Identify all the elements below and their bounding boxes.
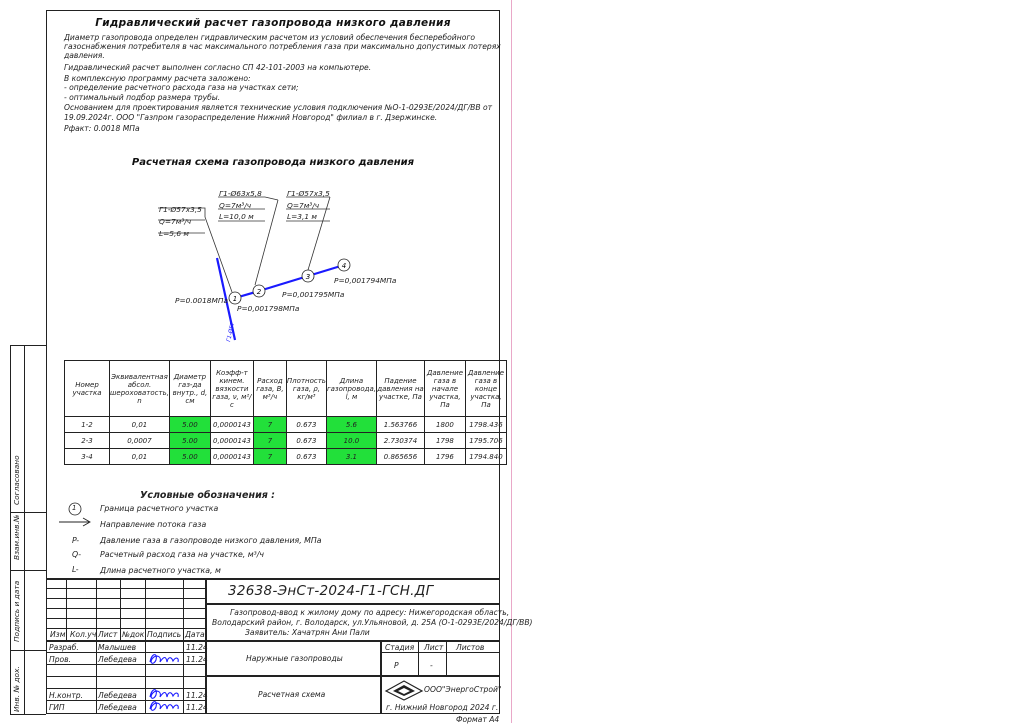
- scheme-title: Расчетная схема газопровода низкого давления: [131, 157, 415, 168]
- table-cell: 0,01: [110, 449, 170, 465]
- table-cell: 0,0000143: [210, 449, 253, 465]
- intro-line: Гидравлический расчет выполнен согласно СП 42-101-2003 на компьютере.: [64, 63, 372, 72]
- table-cell: 0.673: [286, 433, 326, 449]
- table-header: Расход газа, В, м³/ч: [253, 361, 286, 417]
- intro-line: 19.09.2024г. ООО "Газпром газораспределение Нижний Новгород" филиал в г. Дзержинске.: [64, 113, 438, 122]
- table-cell: 5.00: [169, 433, 210, 449]
- table-cell: 10.0: [326, 433, 376, 449]
- table-cell: 5.6: [326, 417, 376, 433]
- sheet-format: Формат А4: [456, 715, 500, 724]
- node-1-label: 1: [232, 295, 238, 303]
- col-head-qty: Кол.уч: [70, 630, 97, 639]
- city-year: г. Нижний Новгород 2024 г.: [386, 703, 499, 712]
- col-head-sign: Подпись: [147, 630, 182, 639]
- table-cell: 7: [253, 433, 286, 449]
- company-logo-icon: [384, 679, 424, 701]
- table-cell: 5.00: [169, 449, 210, 465]
- table-cell: 0.865656: [376, 449, 424, 465]
- legend-node-number: 1: [72, 504, 77, 512]
- object-address: Газопровод-ввод к жилому дому по адресу: Нижегородская область,: [230, 608, 510, 617]
- table-cell: 1800: [424, 417, 465, 433]
- person-name: Лебедева: [98, 655, 137, 664]
- table-cell: 1798: [424, 433, 465, 449]
- intro-line: В комплексную программу расчета заложено:: [64, 74, 251, 83]
- table-cell: 1-2: [65, 417, 110, 433]
- pressure-label: P=0,001794МПа: [334, 276, 397, 285]
- col-head-sheet: Лист: [98, 630, 118, 639]
- node-3-label: 3: [305, 273, 311, 281]
- pipe-segment-2-3: [259, 276, 308, 291]
- legend-item-text: Длина расчетного участка, м: [100, 566, 221, 575]
- table-row: [65, 417, 507, 433]
- intro-line: Диаметр газопровода определен гидравлическим расчетом из условий обеспечения бесперебойного: [64, 33, 475, 42]
- stage-value: Р: [394, 661, 399, 670]
- signature: [146, 697, 182, 715]
- table-header: Диаметр газ-да внутр., d, см: [169, 361, 210, 417]
- node-2-label: 2: [256, 288, 262, 296]
- sheet-value: -: [430, 661, 433, 670]
- role-label: Н.контр.: [49, 691, 83, 700]
- table-cell: 2.730374: [376, 433, 424, 449]
- company-name: ООО"ЭнергоСтрой": [424, 685, 502, 694]
- table-header: Плотность газа, ρ, кг/м³: [286, 361, 326, 417]
- role-label: ГИП: [49, 703, 65, 712]
- table-header: Коэфф-т кинем. вязкости газа, ν, м²/с: [210, 361, 253, 417]
- flow-arrow-icon: [58, 517, 92, 527]
- table-row: [65, 433, 507, 449]
- side-inv-number: Инв. № дох.: [12, 666, 21, 712]
- person-name: Лебедева: [98, 703, 137, 712]
- intro-line: Рфакт: 0.0018 МПа: [64, 124, 140, 133]
- table-header: Эквивалентная абсол. шероховатость, n: [110, 361, 170, 417]
- label-c-line: Q=7м³/ч: [287, 201, 320, 210]
- table-header: Давление газа в конце участка, Па: [465, 361, 506, 417]
- legend-item-text: Давление газа в газопроводе низкого давления, МПа: [100, 536, 322, 545]
- table-cell: 5.00: [169, 417, 210, 433]
- pressure-label: P=0,001798МПа: [237, 304, 300, 313]
- table-cell: 1796: [424, 449, 465, 465]
- leader-line: [255, 200, 278, 285]
- table-header: Длина газопровода, l, м: [326, 361, 376, 417]
- intro-line: Основанием для проектирования является технические условия подключения №О-1-0293Е/2024/ДГ/ВВ от: [64, 103, 493, 112]
- col-head-docno: №док: [122, 630, 145, 639]
- role-label: Пров.: [49, 655, 72, 664]
- role-label: Разраб.: [49, 643, 79, 652]
- label-b-line: L=10,0 м: [219, 212, 254, 221]
- object-address: Заявитель: Хачатрян Ани Пали: [245, 628, 370, 637]
- table-cell: 0,0000143: [210, 433, 253, 449]
- person-name: Лебедева: [98, 691, 137, 700]
- node-4-label: 4: [341, 262, 347, 270]
- table-cell: 0.673: [286, 449, 326, 465]
- legend-item-text: Направление потока газа: [100, 520, 207, 529]
- person-name: Малышев: [98, 643, 137, 652]
- table-header: Падение давления на участке, Па: [376, 361, 424, 417]
- side-agreed: Согласовано: [12, 455, 21, 505]
- table-header: Номер участка: [65, 361, 110, 417]
- label-c-line: L=3,1 м: [287, 212, 317, 221]
- legend-title: Условные обозначения :: [140, 490, 275, 501]
- label-a-line: L=5,6 м: [159, 229, 189, 238]
- sign-date: 11.24: [186, 655, 208, 664]
- label-c-line: Г1-Ø57х3,5: [287, 189, 330, 198]
- sheet-head: Лист: [424, 643, 444, 652]
- label-b-line: Q=7м³/ч: [219, 201, 252, 210]
- table-cell: 1795.706: [465, 433, 506, 449]
- object-name: Наружные газопроводы: [246, 654, 343, 663]
- legend-item-text: Граница расчетного участка: [100, 504, 219, 513]
- leader-line: [265, 197, 278, 200]
- legend-item-text: Расчетный расход газа на участке, м³/ч: [100, 550, 264, 559]
- sign-date: 11.24: [186, 691, 208, 700]
- table-cell: 2-3: [65, 433, 110, 449]
- col-head-change: Изм.: [50, 630, 68, 639]
- table-row: [65, 449, 507, 465]
- legend-item-symbol: L-: [72, 565, 79, 574]
- calc-table: [64, 360, 507, 465]
- intro-line: - оптимальный подбор размера трубы.: [64, 93, 221, 102]
- pressure-label: P=0,001795МПа: [282, 290, 345, 299]
- stage-head: Стадия: [385, 643, 415, 652]
- legend-item-symbol: P-: [72, 536, 80, 545]
- intro-line: давления.: [64, 51, 105, 60]
- side-sign-date: Подпись и дата: [12, 580, 21, 642]
- label-a-line: Q=7м³/ч: [159, 217, 192, 226]
- table-cell: 7: [253, 449, 286, 465]
- table-cell: 1798.436: [465, 417, 506, 433]
- table-cell: 0,01: [110, 417, 170, 433]
- sheets-head: Листов: [456, 643, 485, 652]
- object-address: Володарский район, г. Володарск, ул.Ульяновой, д. 25А (О-1-0293Е/2024/ДГ/ВВ): [212, 618, 533, 627]
- sheet-title: Расчетная схема: [258, 690, 326, 699]
- legend-item-symbol: Q-: [72, 550, 82, 559]
- table-header: Давление газа в начале участка, Па: [424, 361, 465, 417]
- page-title: Гидравлический расчет газопровода низкого давления: [95, 17, 451, 29]
- intro-line: газоснабжения потребителя в час максимального потребления газа при максимально допустимых потерях: [64, 42, 501, 51]
- pipe-tag: Г1-Ø57: [226, 321, 237, 343]
- pressure-label: P=0.0018МПа: [175, 296, 228, 305]
- sign-date: 11.24: [186, 643, 208, 652]
- leader-line: [205, 217, 232, 292]
- table-cell: 1794.840: [465, 449, 506, 465]
- col-head-date: Дата: [185, 630, 205, 639]
- side-replace-inv: Взам.инв.№: [12, 514, 21, 560]
- table-cell: 0.673: [286, 417, 326, 433]
- table-cell: 0,0000143: [210, 417, 253, 433]
- signature: [146, 650, 182, 668]
- document-code: 32638-ЭнСт-2024-Г1-ГСН.ДГ: [228, 583, 434, 599]
- table-cell: 0,0007: [110, 433, 170, 449]
- table-cell: 1.563766: [376, 417, 424, 433]
- scheme-drawing: [0, 0, 512, 360]
- label-b-line: Г1-Ø63х5,8: [219, 189, 262, 198]
- label-a-line: Г1-Ø57х3,5: [159, 205, 202, 214]
- table-cell: 3.1: [326, 449, 376, 465]
- table-cell: 3-4: [65, 449, 110, 465]
- intro-line: - определение расчетного расхода газа на участках сети;: [64, 83, 299, 92]
- sign-date: 11.24: [186, 703, 208, 712]
- table-cell: 7: [253, 417, 286, 433]
